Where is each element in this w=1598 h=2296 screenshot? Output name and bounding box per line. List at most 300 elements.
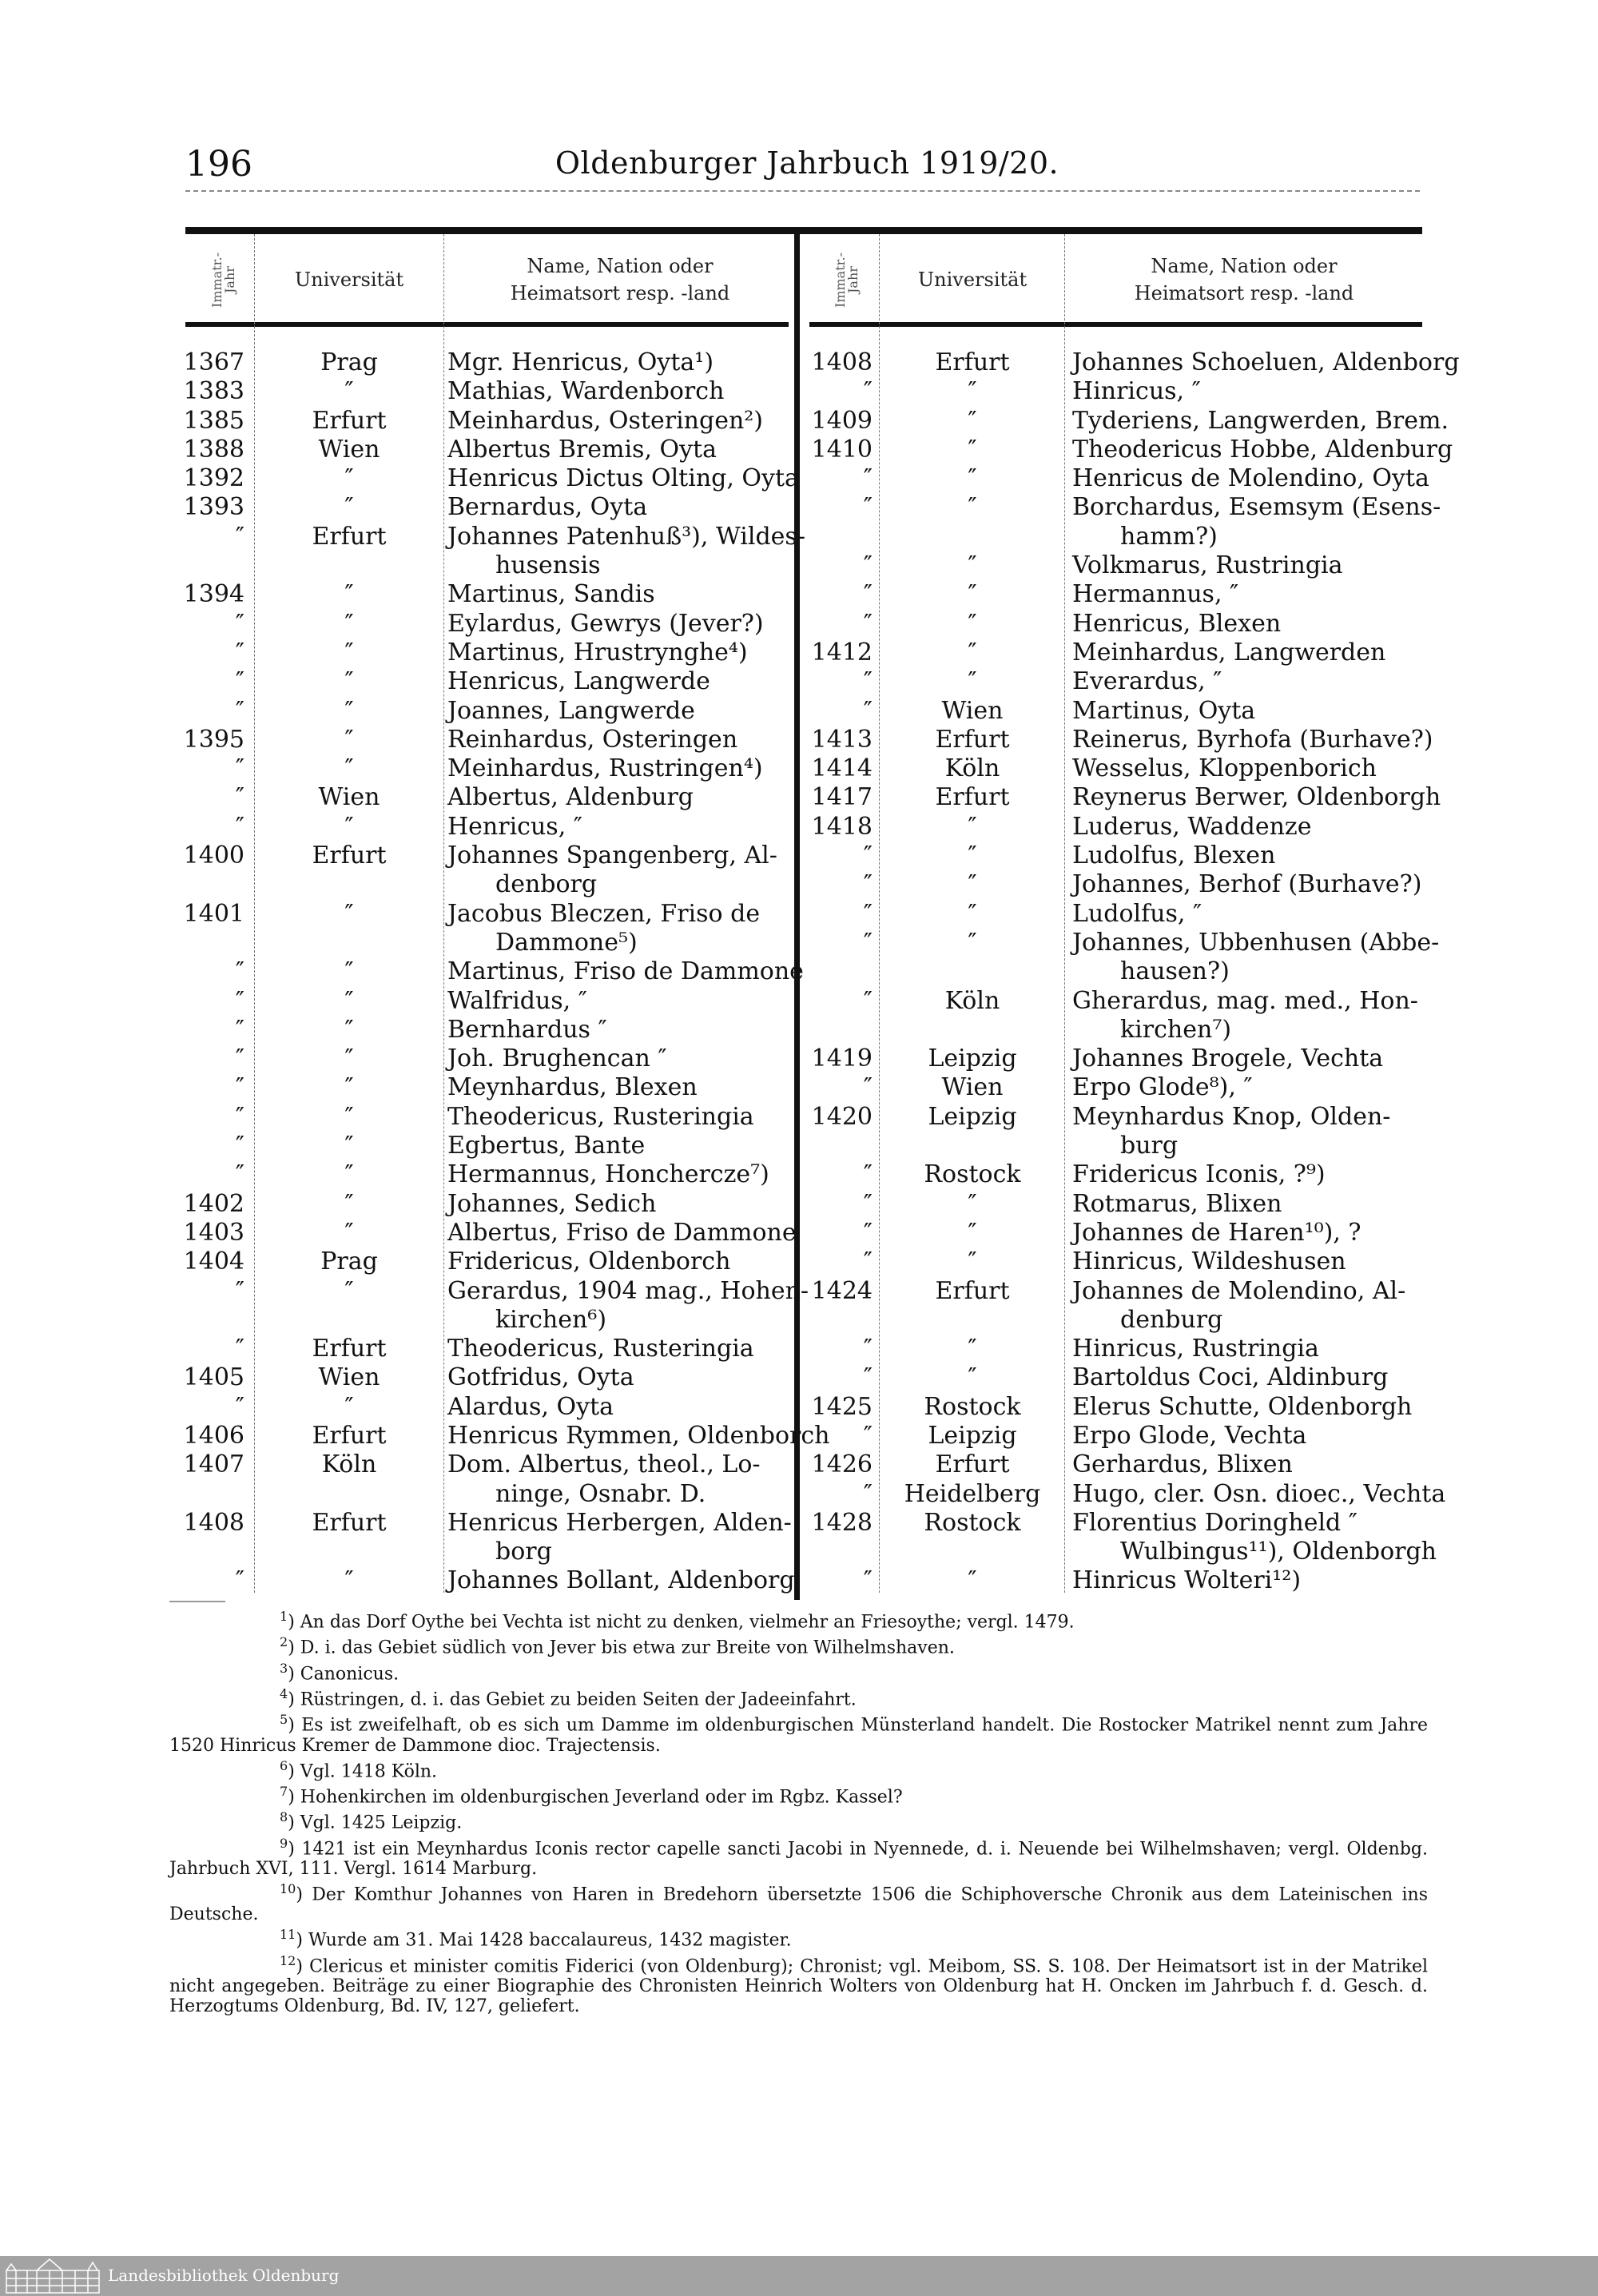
year-cell: ″ [863,464,873,493]
year-cell: ″ [235,957,244,986]
table-row [0,464,1598,493]
footnote-rule [169,1601,225,1602]
university-cell: ″ [968,1189,977,1218]
table-row [0,580,1598,609]
university-cell: ″ [344,493,354,522]
name-cell: Johannes de Molendino, Al- [1072,1276,1406,1305]
year-cell: ″ [863,696,873,725]
name-cell: Johannes Schoeluen, Aldenborg [1072,348,1460,376]
year-cell: 1395 [183,725,244,754]
university-cell: ″ [968,580,977,609]
table-top-rule [185,227,1422,234]
header-year [823,240,871,320]
name-cell: Wulbingus¹¹), Oldenborgh [1120,1538,1437,1566]
name-cell: Mgr. Henricus, Oyta¹) [447,348,714,376]
year-cell: 1406 [183,1421,244,1450]
year-cell: ″ [235,754,244,783]
university-cell: ″ [344,1015,354,1044]
university-cell: Wien [318,1363,380,1392]
university-cell: ″ [968,464,977,493]
university-cell: ″ [344,1276,354,1305]
footnote-paren: ) [288,1838,302,1859]
table-row [0,436,1598,464]
year-cell: 1402 [183,1189,244,1218]
name-cell: Fridericus Iconis, ?⁹) [1072,1160,1326,1189]
footnote-text: Wurde am 31. Mai 1428 baccalaureus, 1432 magister. [308,1930,792,1951]
year-cell: ″ [235,1160,244,1189]
year-cell: ″ [863,928,873,957]
footnote-text: Rüstringen, d. i. das Gebiet zu beiden Seiten der Jadeeinfahrt. [300,1689,857,1710]
year-cell: ″ [235,1276,244,1305]
university-cell: Wien [941,1073,1004,1102]
table-row [0,783,1598,812]
table-row [0,523,1598,551]
university-cell: ″ [344,1160,354,1189]
name-cell: Walfridus, ″ [447,986,587,1015]
name-cell: Meynhardus, Blexen [447,1073,698,1102]
table-row [0,639,1598,667]
university-cell: ″ [968,1363,977,1392]
university-cell: ″ [344,1566,354,1595]
page-number: 196 [185,144,252,185]
university-cell: Erfurt [935,348,1010,376]
library-building-icon [5,2258,101,2294]
name-cell: Theodericus Hobbe, Aldenburg [1072,435,1453,464]
table-row [0,813,1598,842]
name-cell: Egbertus, Bante [447,1132,646,1160]
name-cell: Hinricus, ″ [1072,377,1201,406]
footnote [169,1658,1428,1684]
name-cell: Meinhardus, Osteringen²) [447,406,763,435]
footnote [169,1951,1428,2016]
table-row [0,1045,1598,1073]
name-cell: Theodericus, Rusteringia [447,1335,754,1363]
university-cell: Erfurt [312,842,387,870]
name-cell: Erpo Glode, Vechta [1072,1421,1307,1450]
university-cell: ″ [344,1189,354,1218]
footnote-number: 6 [280,1757,288,1773]
footnote-paren: ) [288,1787,300,1808]
year-cell: 1405 [183,1363,244,1392]
year-cell: 1410 [811,435,873,464]
table-row [0,1450,1598,1479]
table-row [0,407,1598,436]
year-cell: 1404 [183,1247,244,1276]
footnote [169,1781,1428,1807]
year-cell: 1419 [811,1045,873,1073]
table-row [0,1538,1598,1566]
table-row [0,726,1598,754]
header-university: Universität [294,269,404,291]
footnote-paren: ) [296,1930,308,1951]
table-row [0,377,1598,406]
university-cell: ″ [968,870,977,899]
footnote [169,1879,1428,1924]
university-cell: ″ [344,464,354,493]
university-cell: ″ [968,609,977,638]
header-university: Universität [917,269,1028,291]
name-cell: Bernardus, Oyta [447,493,648,522]
footnote-text: Hohenkirchen im oldenburgischen Jeverland oder im Rgbz. Kassel? [300,1787,903,1808]
footnote [169,1807,1428,1832]
table-header-rule-right [809,322,1422,327]
year-cell: ″ [863,986,873,1015]
name-cell: Henricus Dictus Olting, Oyta [447,464,799,493]
table-row [0,667,1598,696]
year-cell: ″ [863,1073,873,1102]
table-row [0,1016,1598,1045]
university-cell: Wien [941,696,1004,725]
table-row [0,1363,1598,1392]
table-row [0,1073,1598,1102]
university-cell: Rostock [924,1392,1021,1421]
table-row [0,1190,1598,1219]
university-cell: Rostock [924,1508,1021,1537]
year-cell: ″ [863,870,873,899]
header-year-label: Immatr.-Jahr [833,252,861,308]
header-divider [185,190,1420,192]
university-cell: Leipzig [928,1421,1017,1450]
year-cell: 1388 [183,435,244,464]
year-cell: 1407 [183,1450,244,1479]
table-row [0,1335,1598,1363]
table-row [0,1219,1598,1247]
year-cell: 1393 [183,493,244,522]
header-name-line1: Name, Nation oder [527,255,714,277]
name-cell: Martinus, Oyta [1072,696,1256,725]
year-cell: ″ [235,667,244,696]
table-row [0,551,1598,580]
year-cell: ″ [863,1189,873,1218]
name-cell: Jacobus Bleczen, Friso de [447,899,761,928]
name-cell: Meinhardus, Langwerden [1072,638,1386,667]
university-cell: ″ [344,696,354,725]
year-cell: 1403 [183,1218,244,1247]
name-cell: Albertus, Aldenburg [447,783,694,812]
year-cell: 1394 [183,580,244,609]
name-cell: Erpo Glode⁸), ″ [1072,1073,1253,1102]
university-cell: ″ [968,1335,977,1363]
name-cell: borg [495,1538,552,1566]
footnote-text: Vgl. 1425 Leipzig. [300,1813,463,1833]
university-cell: Erfurt [312,406,387,435]
name-cell: Dammone⁵) [495,928,638,957]
year-cell: 1414 [811,754,873,783]
year-cell: ″ [863,1479,873,1508]
year-cell: ″ [235,1335,244,1363]
table-row [0,987,1598,1016]
footnote-text: Clericus et minister comitis Fiderici (von Oldenburg); Chronist; vgl. Meibom, SS. S. 108. Der Heimatsort ist in der Matrikel nicht angegeben. Beiträge zu einer Biographie des Chronisten Heinrich Wolters von Oldenburg hat H. Oncken im Jahrbuch f. d. Gesch. d. Herzogtums Oldenburg, Bd. IV, 127, geliefert. [169,1956,1428,2016]
name-cell: Johannes, Berhof (Burhave?) [1072,870,1422,899]
university-cell: ″ [968,1247,977,1276]
table-row [0,1566,1598,1595]
header-name-line2: Heimatsort resp. -land [1134,282,1354,304]
footnotes [169,1606,1428,2016]
name-cell: kirchen⁷) [1120,1015,1232,1044]
year-cell: ″ [863,899,873,928]
footnote-number: 9 [280,1835,288,1851]
footnote-paren: ) [288,1715,302,1736]
footnote [169,1606,1428,1632]
name-cell: Gotfridus, Oyta [447,1363,634,1392]
year-cell: ″ [863,609,873,638]
university-cell: Erfurt [312,1508,387,1537]
name-cell: Rotmarus, Blixen [1072,1189,1282,1218]
university-cell: ″ [344,638,354,667]
university-cell: ″ [968,899,977,928]
university-cell: ″ [344,1392,354,1421]
year-cell: ″ [235,1015,244,1044]
year-cell: 1424 [811,1276,873,1305]
year-cell: ″ [235,638,244,667]
name-cell: Johannes Spangenberg, Al- [447,842,777,870]
name-cell: Hermannus, Honcherczе⁷) [447,1160,769,1189]
name-cell: Gherardus, mag. med., Hon- [1072,986,1418,1015]
library-footer-bar [0,2256,1598,2296]
table-row [0,957,1598,986]
name-cell: Henricus Herbergen, Alden- [447,1508,792,1537]
university-cell: Köln [944,754,1000,783]
name-cell: Henricus, Langwerde [447,667,710,696]
year-cell: ″ [235,1045,244,1073]
footnote [169,1709,1428,1755]
name-cell: Martinus, Hrustrynghe⁴) [447,638,748,667]
year-cell: 1418 [811,812,873,841]
name-cell: Johannes, Ubbenhusen (Abbe- [1072,928,1440,957]
footnote-paren: ) [288,1761,300,1781]
university-cell: Rostock [924,1160,1021,1189]
name-cell: Johannes Patenhuß³), Wildes- [447,522,805,551]
year-cell: ″ [863,1160,873,1189]
year-cell: ″ [235,522,244,551]
year-cell: 1409 [811,406,873,435]
university-cell: ″ [968,1566,977,1595]
table-row [0,1509,1598,1538]
name-cell: husensis [495,551,601,580]
footnote-text: D. i. das Gebiet südlich von Jever bis etwa zur Breite von Wilhelmshaven. [300,1637,955,1658]
year-cell: ″ [863,1335,873,1363]
name-cell: ninge, Osnabr. D. [495,1479,706,1508]
footnote-paren: ) [288,1637,300,1658]
footnote-number: 4 [280,1685,288,1701]
name-cell: Borchardus, Esemsym (Esens- [1072,493,1441,522]
footnote-paren: ) [288,1612,300,1633]
year-cell: ″ [863,551,873,580]
year-cell: 1425 [811,1392,873,1421]
table-row [0,1393,1598,1422]
year-cell: ″ [863,1566,873,1595]
university-cell: ″ [344,609,354,638]
footnote [169,1684,1428,1709]
footnote-text: Der Komthur Johannes von Haren in Bredehorn übersetzte 1506 die Schiphoversche Chronik aus dem Lateinischen ins Deutsche. [169,1884,1429,1925]
name-cell: Bernhardus ″ [447,1015,607,1044]
table-row [0,493,1598,522]
table-row [0,1103,1598,1132]
university-cell: ″ [968,551,977,580]
footnote-number: 5 [280,1712,288,1728]
university-cell: Köln [944,986,1000,1015]
name-cell: Volkmarus, Rustringia [1072,551,1343,580]
name-cell: Johannes de Haren¹⁰), ? [1072,1218,1361,1247]
footnote-number: 2 [280,1634,288,1650]
footnote [169,1632,1428,1657]
year-cell: 1413 [811,725,873,754]
year-cell: 1408 [811,348,873,376]
year-cell: ″ [235,696,244,725]
university-cell: ″ [968,928,977,957]
name-cell: Joh. Brughencan ″ [447,1045,667,1073]
university-cell: Erfurt [935,725,1010,754]
right-table-body [0,348,1598,1596]
name-cell: Everardus, ″ [1072,667,1222,696]
university-cell: Wien [318,435,380,464]
table-row [0,348,1598,377]
table-row [0,1277,1598,1306]
university-cell: Erfurt [935,1450,1010,1479]
header-name [1066,240,1422,320]
university-cell: Erfurt [935,783,1010,812]
table-row [0,754,1598,783]
university-cell: ″ [344,899,354,928]
year-cell: ″ [863,377,873,406]
footnote-number: 3 [280,1660,288,1676]
university-cell: Prag [320,1247,378,1276]
university-cell: ″ [344,1073,354,1102]
name-cell: Wesselus, Kloppenborich [1072,754,1377,783]
university-cell: ″ [968,406,977,435]
name-cell: hausen?) [1120,957,1230,986]
name-cell: Albertus Bremis, Oyta [447,435,718,464]
name-cell: Martinus, Friso de Dammone [447,957,804,986]
university-cell: ″ [344,1045,354,1073]
year-cell: ″ [235,609,244,638]
footnote-paren: ) [288,1663,300,1684]
footnote-number: 7 [280,1783,288,1799]
name-cell: Joannes, Langwerde [447,696,695,725]
name-cell: denburg [1120,1305,1223,1334]
university-cell: Leipzig [928,1102,1017,1131]
header-name-line1: Name, Nation oder [1151,255,1338,277]
footnote-number: 12 [280,1952,296,1968]
year-cell: ″ [863,1363,873,1392]
footnote [169,1756,1428,1781]
year-cell: 1401 [183,899,244,928]
year-cell: 1412 [811,638,873,667]
footnote-text: Canonicus. [300,1663,400,1684]
name-cell: Ludolfus, Blexen [1072,842,1276,870]
university-cell: ″ [344,754,354,783]
year-cell: ″ [863,580,873,609]
name-cell: Henricus, ″ [447,812,582,841]
university-cell: ″ [344,957,354,986]
header-year-label: Immatr.-Jahr [209,252,237,308]
year-cell: ″ [235,812,244,841]
year-cell: ″ [863,1421,873,1450]
university-cell: ″ [968,842,977,870]
name-cell: hamm?) [1120,522,1218,551]
year-cell: ″ [235,986,244,1015]
university-cell: Erfurt [312,1335,387,1363]
university-cell: ″ [968,812,977,841]
footnote-text: Es ist zweifelhaft, ob es sich um Damme im oldenburgischen Münsterland handelt. Die Rostocker Matrikel nennt zum Jahre 1520 Hinricus Kremer de Dammone dioc. Trajectensis. [169,1715,1429,1756]
university-cell: ″ [344,1102,354,1131]
name-cell: Reinhardus, Osteringen [447,725,738,754]
name-cell: Johannes Bollant, Aldenborg [447,1566,795,1595]
university-cell: Leipzig [928,1045,1017,1073]
name-cell: Elerus Schutte, Oldenborgh [1072,1392,1413,1421]
library-name: Landesbibliothek Oldenburg [108,2266,340,2285]
university-cell: ″ [968,667,977,696]
name-cell: Hinricus Wolteri¹²) [1072,1566,1302,1595]
university-cell: Erfurt [935,1276,1010,1305]
year-cell: 1367 [183,348,244,376]
table-row [0,929,1598,957]
name-cell: kirchen⁶) [495,1305,607,1334]
year-cell: ″ [235,1392,244,1421]
university-cell: ″ [344,377,354,406]
footnote [169,1924,1428,1950]
footnote-number: 8 [280,1809,288,1825]
name-cell: Hinricus, Wildeshusen [1072,1247,1346,1276]
name-cell: Reynerus Berwer, Oldenborgh [1072,783,1441,812]
name-cell: Hermannus, ″ [1072,580,1239,609]
footnote-paren: ) [296,1956,310,1976]
year-cell: ″ [235,1073,244,1102]
year-cell: ″ [235,783,244,812]
year-cell: 1383 [183,377,244,406]
university-cell: Erfurt [312,522,387,551]
year-cell: ″ [863,1218,873,1247]
footnote-text: An das Dorf Oythe bei Vechta ist nicht zu denken, vielmehr an Friesoythe; vergl. 1479. [300,1612,1075,1633]
table-row [0,1480,1598,1509]
name-cell: Bartoldus Coci, Aldinburg [1072,1363,1389,1392]
name-cell: Henricus Rymmen, Oldenborch [447,1421,830,1450]
year-cell: 1426 [811,1450,873,1479]
year-cell: 1392 [183,464,244,493]
year-cell: 1420 [811,1102,873,1131]
footnote-paren: ) [288,1689,300,1710]
university-cell: ″ [344,812,354,841]
name-cell: Henricus de Molendino, Oyta [1072,464,1429,493]
table-row [0,1132,1598,1160]
name-cell: Meynhardus Knop, Olden- [1072,1102,1391,1131]
footnote-number: 11 [280,1927,296,1943]
year-cell: ″ [235,1132,244,1160]
footnote-text: Vgl. 1418 Köln. [300,1761,438,1781]
table-row [0,1160,1598,1189]
year-cell: ″ [863,1247,873,1276]
year-cell: ″ [863,667,873,696]
name-cell: Tyderiens, Langwerden, Brem. [1072,406,1449,435]
university-cell: Wien [318,783,380,812]
year-cell: ″ [863,493,873,522]
year-cell: ″ [235,1566,244,1595]
name-cell: Meinhardus, Rustringen⁴) [447,754,763,783]
name-cell: Theodericus, Rusteringia [447,1102,754,1131]
university-cell: ″ [344,1218,354,1247]
university-cell: ″ [344,667,354,696]
table-row [0,1422,1598,1450]
university-cell: ″ [344,986,354,1015]
year-cell: ″ [863,842,873,870]
header-name [444,240,796,320]
year-cell: 1417 [811,783,873,812]
footnote-text: 1421 ist ein Meynhardus Iconis rector capelle sancti Jacobi in Nyennede, d. i. Neuende bei Wilhelmshaven; vergl. Oldenbg. Jahrbuch XVI, 111. Vergl. 1614 Marburg. [169,1838,1429,1879]
year-cell: 1400 [183,842,244,870]
university-cell: ″ [344,725,354,754]
table-header-rule-left [185,322,789,327]
university-cell: ″ [968,377,977,406]
